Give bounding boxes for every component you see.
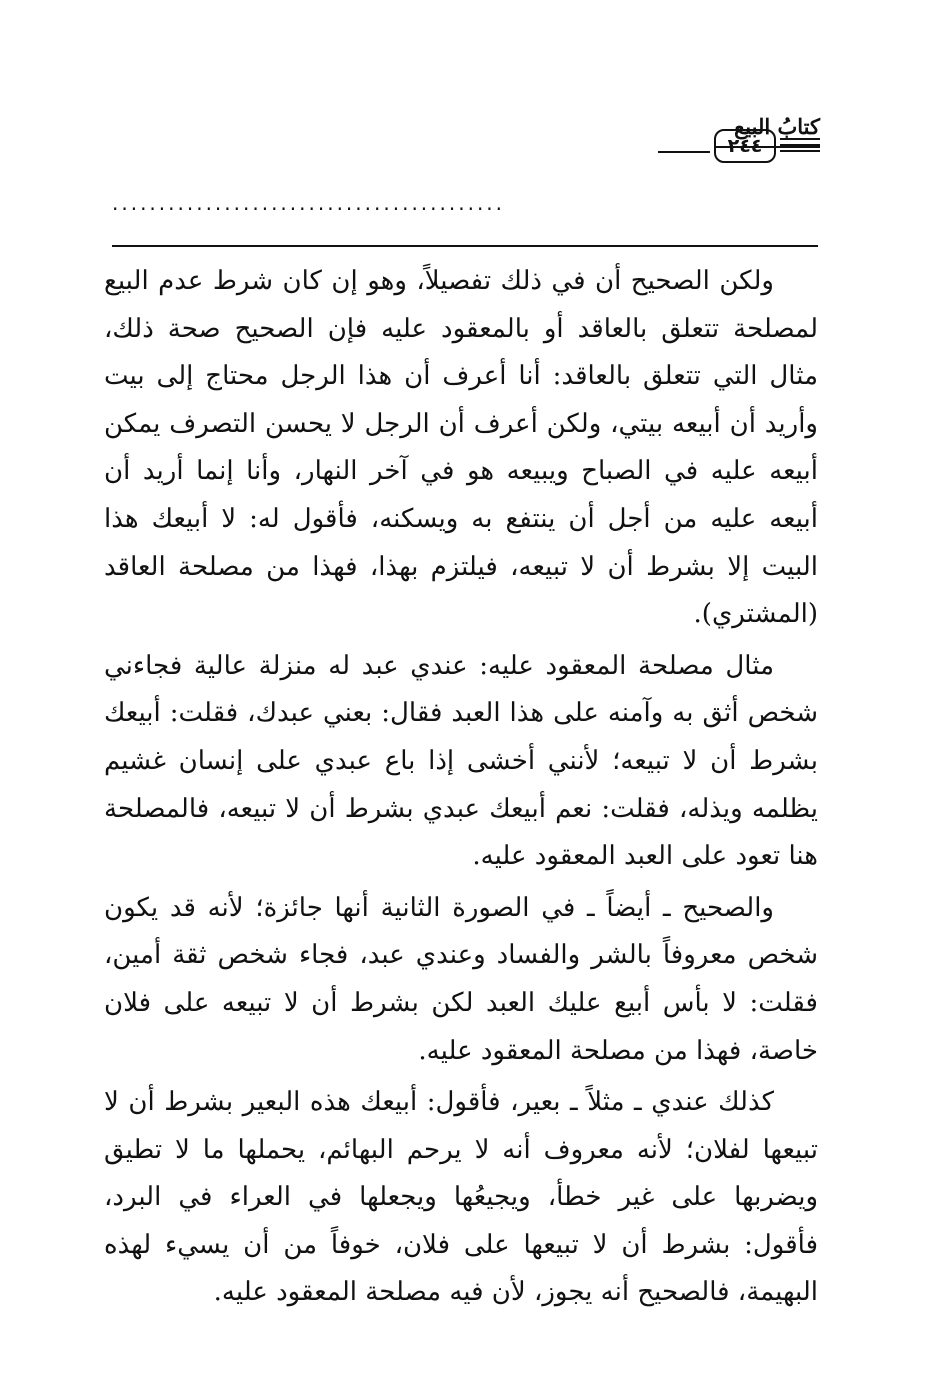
page-header [100, 112, 820, 170]
paragraph: ولكن الصحيح أن في ذلك تفصيلاً، وهو إن كان شرط عدم البيع لمصلحة تتعلق بالعاقد أو بالمعقود عليه فإن الصحيح صحة ذلك، مثال التي تتعلق بالعاقد: أنا أعرف أن هذا الرجل محتاج إلى بيت وأريد أن أبيعه بيتي، ولكن أعرف أن الرجل لا يحسن التصرف يمكن أبيعه عليه في الصباح ويبيعه هو في آخر النهار، وأنا إنما أريد أن أبيعه عليه من أجل أن ينتفع به ويسكنه، فأقول له: لا أبيعك هذا البيت إلا بشرط أن لا تبيعه، فيلتزم بهذا، فهذا من مصلحة العاقد (المشتري). [104, 266, 818, 630]
header-rule [780, 144, 820, 146]
header-rule [780, 138, 820, 140]
separator-rule [112, 245, 818, 247]
body-text [104, 258, 818, 1317]
header-rule [780, 150, 820, 152]
paragraph: مثال مصلحة المعقود عليه: عندي عبد له منزلة عالية فجاءني شخص أثق به وآمنه على هذا العبد فقال: بعني عبدك، فقلت: أبيعك بشرط أن لا تبيعه؛ لأنني أخشى إذا باع عبدي على إنسان غشيم يظلمه ويذله، فقلت: نعم أبيعك عبدي بشرط أن لا تبيعه، فالمصلحة هنا تعود على العبد المعقود عليه. [104, 650, 818, 872]
header-rule [658, 151, 710, 153]
book-title: كتابُ البيع [734, 114, 820, 139]
paragraph: كذلك عندي ـ مثلاً ـ بعير، فأقول: أبيعك هذه البعير بشرط أن لا تبيعها لفلان؛ لأنه معروف أنه لا يرحم البهائم، يحملها ما لا تطيق ويضربها على غير خطأ، ويجيعُها ويجعلها في العراء في البرد، فأقول: بشرط أن لا تبيعها على فلان، خوفاً من أن يسيء لهذه البهيمة، فالصحيح أنه يجوز، لأن فيه مصلحة المعقود عليه. [104, 1087, 818, 1308]
page-number: ٢٤٤ [714, 129, 776, 163]
footnote-dots: .......................................... [112, 193, 506, 213]
paragraph: والصحيح ـ أيضاً ـ في الصورة الثانية أنها جائزة؛ لأنه قد يكون شخص معروفاً بالشر والفساد وعندي عبد، فجاء شخص ثقة أمين، فقلت: لا بأس أبيع عليك العبد لكن بشرط أن لا تبيعه على فلان خاصة، فهذا من مصلحة المعقود عليه. [104, 892, 818, 1066]
